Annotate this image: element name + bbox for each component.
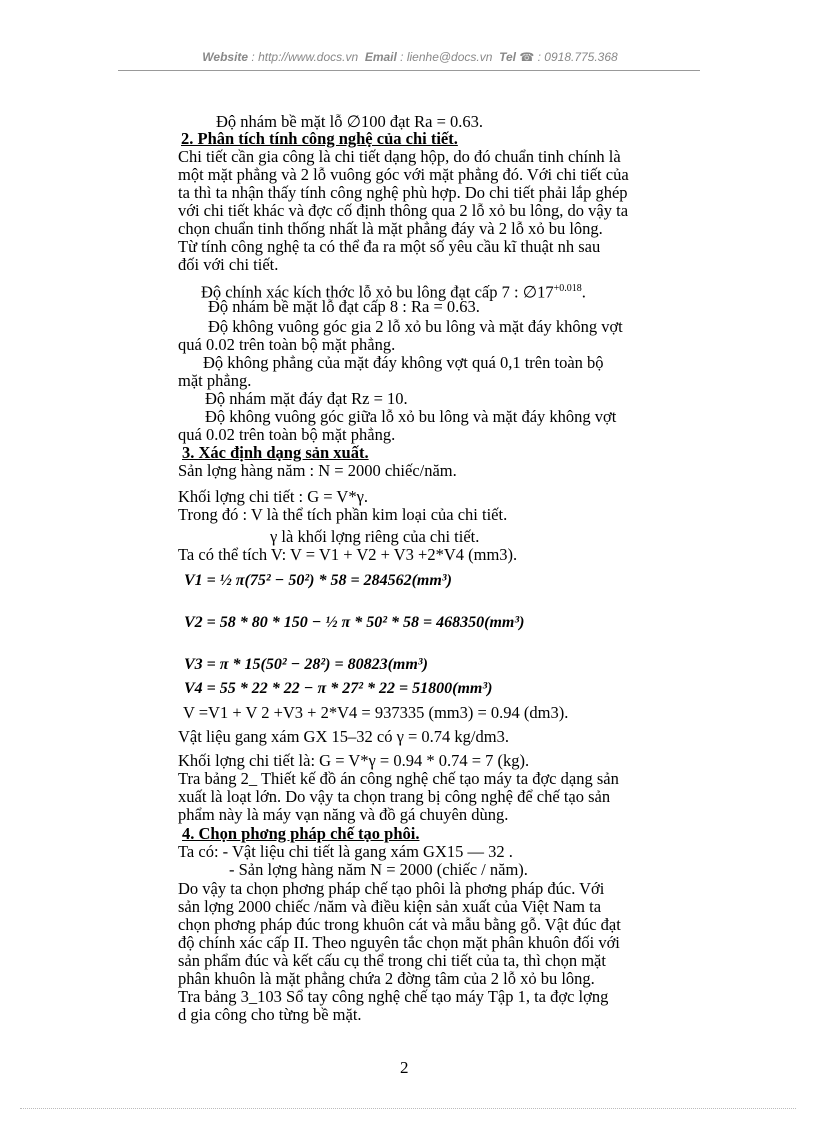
text-line: một mặt phẳng và 2 lỗ vuông góc với mặt phẳng đó. Với chi tiết của (178, 165, 629, 184)
text-line: Tra bảng 2_ Thiết kế đồ án công nghệ chế tạo máy ta đợc dạng sản (178, 769, 619, 788)
text-line: phân khuôn là mặt phẳng chứa 2 đờng tâm của 2 lỗ xỏ bu lông. (178, 969, 595, 988)
text-line: V =V1 + V 2 +V3 + 2*V4 = 937335 (mm3) = 0.94 (dm3). (183, 703, 569, 722)
text-line: Sản lợng hàng năm : N = 2000 chiếc/năm. (178, 461, 457, 480)
text-line: Độ nhám bề mặt lỗ ∅100 đạt Ra = 0.63. (216, 112, 484, 131)
text-line: Vật liệu gang xám GX 15–32 có γ = 0.74 kg/dm3. (178, 727, 509, 746)
text-line: chọn chuẩn tinh thống nhất là mặt phẳng đáy và 2 lỗ xỏ bu lông. (178, 219, 603, 238)
text-line: sản phẩm đúc và kết cấu cụ thể trong chi tiết của ta, thì chọn mặt (178, 951, 606, 970)
text-line: Trong đó : V là thể tích phần kim loại của chi tiết. (178, 505, 508, 524)
text-line: với chi tiết khác và đợc cố định thông qua 2 lỗ xỏ bu lông, do vậy ta (178, 201, 629, 220)
text-line: γ là khối lợng riêng của chi tiết. (270, 527, 480, 546)
tel-label: Tel (499, 50, 516, 64)
page-header (120, 50, 700, 64)
text-line: xuất là loạt lớn. Do vậy ta chọn trang bị công nghệ để chế tạo sản (178, 787, 611, 806)
text-line: Độ không vuông góc giữa lỗ xỏ bu lông và mặt đáy không vợt (205, 407, 617, 426)
formula-v4: V4 = 55 * 22 * 22 − π * 27² * 22 = 51800(mm³) (184, 680, 493, 697)
email-value: : lienhe@docs.vn (400, 50, 493, 64)
tel-value: : 0918.775.368 (537, 50, 618, 64)
text-line: Độ chính xác kích thớc lỗ xỏ bu lông đạt cấp 7 : $\emptyset 17^{+0.018}$. (201, 282, 586, 302)
text-line: Từ tính công nghệ ta có thể đa ra một số yêu cầu kĩ thuật nh sau (178, 237, 601, 256)
text-line: Độ nhám mặt đáy đạt Rz = 10. (205, 389, 408, 408)
text-line: Khối lợng chi tiết là: G = V*γ = 0.94 * 0.74 = 7 (kg). (178, 751, 530, 770)
text-line: Do vậy ta chọn phơng pháp chế tạo phôi là phơng pháp đúc. Với (178, 879, 605, 898)
text-line: mặt phẳng. (178, 371, 252, 390)
footer-divider (20, 1108, 796, 1109)
text-line: quá 0.02 trên toàn bộ mặt phẳng. (178, 425, 396, 444)
phone-icon: ☎ (519, 50, 535, 64)
text-line: Tra bảng 3_103 Sổ tay công nghệ chế tạo máy Tập 1, ta đợc lợng (178, 987, 609, 1006)
website-value: : http://www.docs.vn (251, 50, 359, 64)
website-label: Website (202, 50, 249, 64)
text-line: - Sản lợng hàng năm N = 2000 (chiếc / năm). (229, 860, 528, 879)
section-heading-2: 2. Phân tích tính công nghệ của chi tiết. (181, 129, 458, 148)
text-line: Độ không phẳng của mặt đáy không vợt quá 0,1 trên toàn bộ (203, 353, 604, 372)
formula-v1: V1 = ½ π(75² − 50²) * 58 = 284562(mm³) (184, 572, 452, 589)
section-heading-4: 4. Chọn phơng pháp chế tạo phôi. (182, 824, 420, 843)
header-divider (118, 70, 700, 71)
tolerance-superscript: +0.018 (553, 283, 582, 294)
section-heading-3: 3. Xác định dạng sản xuất. (182, 443, 369, 462)
text-line: d gia công cho từng bề mặt. (178, 1005, 362, 1024)
text-line: đối với chi tiết. (178, 255, 279, 274)
text-line: Độ không vuông góc gia 2 lỗ xỏ bu lông và mặt đáy không vợt (208, 317, 623, 336)
text-line: chọn phơng pháp đúc trong khuôn cát và mẫu bằng gỗ. Vật đúc đạt (178, 915, 621, 934)
text-line: quá 0.02 trên toàn bộ mặt phẳng. (178, 335, 396, 354)
text-line: Ta có: - Vật liệu chi tiết là gang xám GX15 — 32 . (178, 842, 513, 861)
text-line: Ta có thể tích V: V = V1 + V2 + V3 +2*V4 (mm3). (178, 545, 518, 564)
text-line: ta thì ta nhận thấy tính công nghệ phù hợp. Do chi tiết phải lắp ghép (178, 183, 628, 202)
text-line: Chi tiết cần gia công là chi tiết dạng hộp, do đó chuẩn tinh chính là (178, 147, 621, 166)
text-line: Độ nhám bề mặt lỗ đạt cấp 8 : Ra = 0.63. (208, 297, 480, 316)
text-line-body: Độ chính xác kích thớc lỗ xỏ bu lông đạt cấp 7 : ∅17 (201, 282, 554, 302)
text-line: độ chính xác cấp II. Theo nguyên tắc chọn mặt phân khuôn đối với (178, 933, 620, 952)
text-line: sản lợng 2000 chiếc /năm và điều kiện sản xuất của Việt Nam ta (178, 897, 602, 916)
page-number: 2 (400, 1058, 409, 1077)
text-line: Khối lợng chi tiết : G = V*γ. (178, 487, 369, 506)
email-label: Email (364, 50, 397, 64)
formula-v3: V3 = π * 15(50² − 28²) = 80823(mm³) (184, 656, 428, 673)
text-line: phẩm này là máy vạn năng và đồ gá chuyên dùng. (178, 805, 509, 824)
formula-v2: V2 = 58 * 80 * 150 − ½ π * 50² * 58 = 468350(mm³) (184, 614, 525, 631)
